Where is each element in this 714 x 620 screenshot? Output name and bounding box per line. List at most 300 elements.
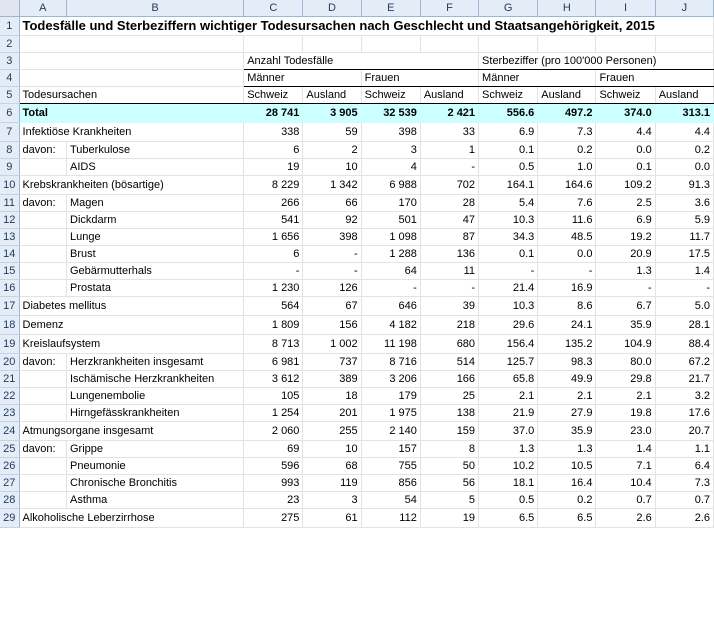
value-cell[interactable]: 17.6: [655, 405, 713, 422]
value-cell[interactable]: 4.4: [655, 123, 713, 142]
value-cell[interactable]: 1 975: [361, 405, 420, 422]
value-cell[interactable]: 8.6: [538, 297, 596, 316]
value-cell[interactable]: 737: [303, 354, 361, 371]
value-cell[interactable]: 856: [361, 475, 420, 492]
value-cell[interactable]: 21.9: [479, 405, 538, 422]
cell[interactable]: [655, 36, 713, 53]
value-cell[interactable]: 501: [361, 212, 420, 229]
value-cell[interactable]: 1: [420, 142, 478, 159]
sheet-title[interactable]: Todesfälle und Sterbeziffern wichtiger Todesursachen nach Geschlecht und Staatsangehörigkeit, 2015: [19, 17, 713, 36]
row-header[interactable]: 10: [0, 176, 19, 195]
value-cell[interactable]: 201: [303, 405, 361, 422]
value-cell[interactable]: 10: [303, 159, 361, 176]
column-header-c[interactable]: C: [244, 0, 303, 17]
cause-name-cell[interactable]: Pneumonie: [67, 458, 244, 475]
value-cell[interactable]: 2.1: [538, 388, 596, 405]
value-cell[interactable]: 6 981: [244, 354, 303, 371]
value-cell[interactable]: 1 230: [244, 280, 303, 297]
value-cell[interactable]: 19.8: [596, 405, 655, 422]
value-cell[interactable]: 19.2: [596, 229, 655, 246]
header-maenner[interactable]: Männer: [244, 70, 361, 87]
value-cell[interactable]: 35.9: [538, 422, 596, 441]
cause-name-cell[interactable]: Lunge: [67, 229, 244, 246]
cause-name-cell[interactable]: Atmungsorgane insgesamt: [19, 422, 244, 441]
cell[interactable]: [479, 36, 538, 53]
value-cell[interactable]: 1 809: [244, 316, 303, 335]
column-header-j[interactable]: J: [655, 0, 713, 17]
value-cell[interactable]: 3 206: [361, 371, 420, 388]
cause-name-cell[interactable]: Chronische Bronchitis: [67, 475, 244, 492]
row-header[interactable]: 15: [0, 263, 19, 280]
value-cell[interactable]: 10.3: [479, 212, 538, 229]
value-cell[interactable]: 126: [303, 280, 361, 297]
value-cell[interactable]: 3.6: [655, 195, 713, 212]
value-cell[interactable]: 0.2: [538, 492, 596, 509]
value-cell[interactable]: 8 716: [361, 354, 420, 371]
row-header[interactable]: 20: [0, 354, 19, 371]
value-cell[interactable]: 28 741: [244, 104, 303, 123]
value-cell[interactable]: 0.2: [538, 142, 596, 159]
cell[interactable]: [303, 36, 361, 53]
value-cell[interactable]: 6: [244, 142, 303, 159]
value-cell[interactable]: 2.1: [596, 388, 655, 405]
value-cell[interactable]: 2.1: [479, 388, 538, 405]
row-header[interactable]: 2: [0, 36, 19, 53]
value-cell[interactable]: 6.5: [538, 509, 596, 528]
row-header[interactable]: 23: [0, 405, 19, 422]
value-cell[interactable]: 389: [303, 371, 361, 388]
row-header[interactable]: 29: [0, 509, 19, 528]
value-cell[interactable]: 25: [420, 388, 478, 405]
value-cell[interactable]: 20.9: [596, 246, 655, 263]
row-header[interactable]: 4: [0, 70, 19, 87]
value-cell[interactable]: 646: [361, 297, 420, 316]
cell[interactable]: [19, 70, 244, 87]
value-cell[interactable]: -: [479, 263, 538, 280]
cause-name-cell[interactable]: Ischämische Herzkrankheiten: [67, 371, 244, 388]
header-schweiz[interactable]: Schweiz: [244, 87, 303, 104]
value-cell[interactable]: 1 002: [303, 335, 361, 354]
row-header[interactable]: 1: [0, 17, 19, 36]
row-header[interactable]: 17: [0, 297, 19, 316]
value-cell[interactable]: 1 656: [244, 229, 303, 246]
row-header[interactable]: 24: [0, 422, 19, 441]
cause-name-cell[interactable]: Total: [19, 104, 244, 123]
cell[interactable]: [361, 36, 420, 53]
value-cell[interactable]: 218: [420, 316, 478, 335]
value-cell[interactable]: 164.6: [538, 176, 596, 195]
cause-name-cell[interactable]: Kreislaufsystem: [19, 335, 244, 354]
cause-prefix-cell[interactable]: [19, 458, 66, 475]
value-cell[interactable]: 65.8: [479, 371, 538, 388]
value-cell[interactable]: 338: [244, 123, 303, 142]
cause-prefix-cell[interactable]: [19, 280, 66, 297]
cause-name-cell[interactable]: Magen: [67, 195, 244, 212]
value-cell[interactable]: 164.1: [479, 176, 538, 195]
value-cell[interactable]: 49.9: [538, 371, 596, 388]
value-cell[interactable]: 6.9: [479, 123, 538, 142]
value-cell[interactable]: 1.0: [538, 159, 596, 176]
row-header[interactable]: 14: [0, 246, 19, 263]
value-cell[interactable]: 596: [244, 458, 303, 475]
column-header-b[interactable]: B: [67, 0, 244, 17]
value-cell[interactable]: 514: [420, 354, 478, 371]
value-cell[interactable]: -: [596, 280, 655, 297]
column-header-d[interactable]: D: [303, 0, 361, 17]
value-cell[interactable]: 3 905: [303, 104, 361, 123]
value-cell[interactable]: 18: [303, 388, 361, 405]
value-cell[interactable]: 11: [420, 263, 478, 280]
value-cell[interactable]: 34.3: [479, 229, 538, 246]
row-header[interactable]: 9: [0, 159, 19, 176]
value-cell[interactable]: 28: [420, 195, 478, 212]
cause-name-cell[interactable]: Demenz: [19, 316, 244, 335]
header-schweiz[interactable]: Schweiz: [479, 87, 538, 104]
value-cell[interactable]: 8 229: [244, 176, 303, 195]
header-todesursachen[interactable]: Todesursachen: [19, 87, 244, 104]
value-cell[interactable]: 5.0: [655, 297, 713, 316]
cause-name-cell[interactable]: Infektiöse Krankheiten: [19, 123, 244, 142]
value-cell[interactable]: 2 060: [244, 422, 303, 441]
cell[interactable]: [244, 36, 303, 53]
value-cell[interactable]: 156: [303, 316, 361, 335]
cause-name-cell[interactable]: Krebskrankheiten (bösartige): [19, 176, 244, 195]
value-cell[interactable]: 2: [303, 142, 361, 159]
value-cell[interactable]: 29.8: [596, 371, 655, 388]
cause-name-cell[interactable]: Tuberkulose: [67, 142, 244, 159]
value-cell[interactable]: 6.5: [479, 509, 538, 528]
cause-prefix-cell[interactable]: [19, 263, 66, 280]
value-cell[interactable]: 19: [244, 159, 303, 176]
value-cell[interactable]: 67.2: [655, 354, 713, 371]
value-cell[interactable]: 67: [303, 297, 361, 316]
column-header-a[interactable]: A: [19, 0, 66, 17]
cause-prefix-cell[interactable]: [19, 229, 66, 246]
row-header[interactable]: 18: [0, 316, 19, 335]
value-cell[interactable]: 266: [244, 195, 303, 212]
value-cell[interactable]: 6.7: [596, 297, 655, 316]
value-cell[interactable]: 2.5: [596, 195, 655, 212]
cause-name-cell[interactable]: Prostata: [67, 280, 244, 297]
value-cell[interactable]: 125.7: [479, 354, 538, 371]
value-cell[interactable]: 275: [244, 509, 303, 528]
header-schweiz[interactable]: Schweiz: [361, 87, 420, 104]
value-cell[interactable]: 10.3: [479, 297, 538, 316]
value-cell[interactable]: 0.5: [479, 159, 538, 176]
value-cell[interactable]: 0.7: [655, 492, 713, 509]
cause-name-cell[interactable]: Diabetes mellitus: [19, 297, 244, 316]
value-cell[interactable]: 68: [303, 458, 361, 475]
value-cell[interactable]: 255: [303, 422, 361, 441]
value-cell[interactable]: 54: [361, 492, 420, 509]
value-cell[interactable]: 39: [420, 297, 478, 316]
value-cell[interactable]: 91.3: [655, 176, 713, 195]
value-cell[interactable]: 0.7: [596, 492, 655, 509]
value-cell[interactable]: 3: [361, 142, 420, 159]
cause-name-cell[interactable]: AIDS: [67, 159, 244, 176]
value-cell[interactable]: 29.6: [479, 316, 538, 335]
value-cell[interactable]: 37.0: [479, 422, 538, 441]
column-header-h[interactable]: H: [538, 0, 596, 17]
value-cell[interactable]: 104.9: [596, 335, 655, 354]
value-cell[interactable]: 5.4: [479, 195, 538, 212]
value-cell[interactable]: 35.9: [596, 316, 655, 335]
value-cell[interactable]: 556.6: [479, 104, 538, 123]
value-cell[interactable]: 1.3: [479, 441, 538, 458]
value-cell[interactable]: 27.9: [538, 405, 596, 422]
value-cell[interactable]: 112: [361, 509, 420, 528]
value-cell[interactable]: 32 539: [361, 104, 420, 123]
value-cell[interactable]: 18.1: [479, 475, 538, 492]
value-cell[interactable]: 135.2: [538, 335, 596, 354]
header-ausland[interactable]: Ausland: [538, 87, 596, 104]
value-cell[interactable]: 0.0: [655, 159, 713, 176]
cause-name-cell[interactable]: Brust: [67, 246, 244, 263]
value-cell[interactable]: 28.1: [655, 316, 713, 335]
value-cell[interactable]: 179: [361, 388, 420, 405]
value-cell[interactable]: 374.0: [596, 104, 655, 123]
value-cell[interactable]: 16.4: [538, 475, 596, 492]
value-cell[interactable]: 0.0: [596, 142, 655, 159]
cell[interactable]: [596, 36, 655, 53]
value-cell[interactable]: 92: [303, 212, 361, 229]
value-cell[interactable]: 21.4: [479, 280, 538, 297]
value-cell[interactable]: 64: [361, 263, 420, 280]
value-cell[interactable]: 398: [303, 229, 361, 246]
value-cell[interactable]: 1.1: [655, 441, 713, 458]
cause-prefix-cell[interactable]: [19, 212, 66, 229]
value-cell[interactable]: 50: [420, 458, 478, 475]
value-cell[interactable]: 80.0: [596, 354, 655, 371]
value-cell[interactable]: 313.1: [655, 104, 713, 123]
header-ausland[interactable]: Ausland: [655, 87, 713, 104]
value-cell[interactable]: 1.4: [655, 263, 713, 280]
value-cell[interactable]: 87: [420, 229, 478, 246]
value-cell[interactable]: 5.9: [655, 212, 713, 229]
cause-prefix-cell[interactable]: davon:: [19, 142, 66, 159]
value-cell[interactable]: 69: [244, 441, 303, 458]
cause-name-cell[interactable]: Grippe: [67, 441, 244, 458]
column-header-e[interactable]: E: [361, 0, 420, 17]
value-cell[interactable]: 59: [303, 123, 361, 142]
row-header[interactable]: 13: [0, 229, 19, 246]
row-header[interactable]: 7: [0, 123, 19, 142]
value-cell[interactable]: 109.2: [596, 176, 655, 195]
value-cell[interactable]: 105: [244, 388, 303, 405]
value-cell[interactable]: 119: [303, 475, 361, 492]
value-cell[interactable]: 7.3: [538, 123, 596, 142]
value-cell[interactable]: 1.3: [538, 441, 596, 458]
cause-name-cell[interactable]: Asthma: [67, 492, 244, 509]
value-cell[interactable]: 6: [244, 246, 303, 263]
value-cell[interactable]: 24.1: [538, 316, 596, 335]
value-cell[interactable]: 170: [361, 195, 420, 212]
value-cell[interactable]: -: [244, 263, 303, 280]
header-ausland[interactable]: Ausland: [420, 87, 478, 104]
cause-prefix-cell[interactable]: [19, 388, 66, 405]
value-cell[interactable]: 10: [303, 441, 361, 458]
row-header[interactable]: 26: [0, 458, 19, 475]
cell[interactable]: [420, 36, 478, 53]
cause-prefix-cell[interactable]: [19, 371, 66, 388]
value-cell[interactable]: 11.7: [655, 229, 713, 246]
value-cell[interactable]: -: [303, 246, 361, 263]
row-header[interactable]: 3: [0, 53, 19, 70]
value-cell[interactable]: 4: [361, 159, 420, 176]
value-cell[interactable]: 0.1: [479, 142, 538, 159]
value-cell[interactable]: 61: [303, 509, 361, 528]
cause-prefix-cell[interactable]: [19, 159, 66, 176]
value-cell[interactable]: 680: [420, 335, 478, 354]
value-cell[interactable]: 98.3: [538, 354, 596, 371]
cause-prefix-cell[interactable]: davon:: [19, 441, 66, 458]
row-header[interactable]: 28: [0, 492, 19, 509]
row-header[interactable]: 11: [0, 195, 19, 212]
value-cell[interactable]: 0.2: [655, 142, 713, 159]
value-cell[interactable]: 0.5: [479, 492, 538, 509]
cause-prefix-cell[interactable]: [19, 492, 66, 509]
cause-prefix-cell[interactable]: davon:: [19, 354, 66, 371]
row-header[interactable]: 16: [0, 280, 19, 297]
row-header[interactable]: 5: [0, 87, 19, 104]
cause-prefix-cell[interactable]: davon:: [19, 195, 66, 212]
cell[interactable]: [19, 36, 244, 53]
row-header[interactable]: 27: [0, 475, 19, 492]
value-cell[interactable]: 23: [244, 492, 303, 509]
value-cell[interactable]: 993: [244, 475, 303, 492]
column-header-i[interactable]: I: [596, 0, 655, 17]
cause-name-cell[interactable]: Hirngefässkrankheiten: [67, 405, 244, 422]
value-cell[interactable]: 66: [303, 195, 361, 212]
cause-prefix-cell[interactable]: [19, 405, 66, 422]
value-cell[interactable]: -: [361, 280, 420, 297]
value-cell[interactable]: 17.5: [655, 246, 713, 263]
value-cell[interactable]: 1 254: [244, 405, 303, 422]
value-cell[interactable]: 564: [244, 297, 303, 316]
value-cell[interactable]: 1 342: [303, 176, 361, 195]
value-cell[interactable]: 88.4: [655, 335, 713, 354]
value-cell[interactable]: 10.5: [538, 458, 596, 475]
value-cell[interactable]: 33: [420, 123, 478, 142]
select-all-corner[interactable]: [0, 0, 19, 17]
row-header[interactable]: 19: [0, 335, 19, 354]
value-cell[interactable]: 23.0: [596, 422, 655, 441]
value-cell[interactable]: 6.9: [596, 212, 655, 229]
value-cell[interactable]: 1.4: [596, 441, 655, 458]
value-cell[interactable]: 10.2: [479, 458, 538, 475]
value-cell[interactable]: -: [420, 280, 478, 297]
value-cell[interactable]: 3: [303, 492, 361, 509]
header-anzahl-todesfaelle[interactable]: Anzahl Todesfälle: [244, 53, 479, 70]
header-sterbeziffer[interactable]: Sterbeziffer (pro 100'000 Personen): [479, 53, 714, 70]
value-cell[interactable]: 6.4: [655, 458, 713, 475]
cause-name-cell[interactable]: Lungenembolie: [67, 388, 244, 405]
value-cell[interactable]: 0.1: [479, 246, 538, 263]
row-header[interactable]: 22: [0, 388, 19, 405]
value-cell[interactable]: 136: [420, 246, 478, 263]
column-header-f[interactable]: F: [420, 0, 478, 17]
value-cell[interactable]: 11 198: [361, 335, 420, 354]
value-cell[interactable]: 497.2: [538, 104, 596, 123]
value-cell[interactable]: 47: [420, 212, 478, 229]
value-cell[interactable]: -: [420, 159, 478, 176]
value-cell[interactable]: 11.6: [538, 212, 596, 229]
value-cell[interactable]: 0.0: [538, 246, 596, 263]
value-cell[interactable]: 20.7: [655, 422, 713, 441]
value-cell[interactable]: 2.6: [655, 509, 713, 528]
value-cell[interactable]: 1 288: [361, 246, 420, 263]
value-cell[interactable]: 16.9: [538, 280, 596, 297]
column-header-g[interactable]: G: [479, 0, 538, 17]
value-cell[interactable]: 21.7: [655, 371, 713, 388]
value-cell[interactable]: 4 182: [361, 316, 420, 335]
value-cell[interactable]: 702: [420, 176, 478, 195]
value-cell[interactable]: 2 140: [361, 422, 420, 441]
value-cell[interactable]: 156.4: [479, 335, 538, 354]
cell[interactable]: [538, 36, 596, 53]
row-header[interactable]: 8: [0, 142, 19, 159]
value-cell[interactable]: 2.6: [596, 509, 655, 528]
value-cell[interactable]: 10.4: [596, 475, 655, 492]
value-cell[interactable]: 157: [361, 441, 420, 458]
value-cell[interactable]: 4.4: [596, 123, 655, 142]
table-row: [0, 335, 714, 354]
value-cell[interactable]: 5: [420, 492, 478, 509]
value-cell[interactable]: 7.1: [596, 458, 655, 475]
value-cell[interactable]: 56: [420, 475, 478, 492]
value-cell[interactable]: 159: [420, 422, 478, 441]
row-header[interactable]: 6: [0, 104, 19, 123]
value-cell[interactable]: 166: [420, 371, 478, 388]
value-cell[interactable]: 398: [361, 123, 420, 142]
value-cell[interactable]: 19: [420, 509, 478, 528]
cause-name-cell[interactable]: Herzkrankheiten insgesamt: [67, 354, 244, 371]
value-cell[interactable]: 48.5: [538, 229, 596, 246]
value-cell[interactable]: 1.3: [596, 263, 655, 280]
row-header[interactable]: 12: [0, 212, 19, 229]
value-cell[interactable]: 138: [420, 405, 478, 422]
header-ausland[interactable]: Ausland: [303, 87, 361, 104]
value-cell[interactable]: 541: [244, 212, 303, 229]
cause-name-cell[interactable]: Gebärmutterhals: [67, 263, 244, 280]
value-cell[interactable]: 755: [361, 458, 420, 475]
value-cell[interactable]: 6 988: [361, 176, 420, 195]
value-cell[interactable]: 3.2: [655, 388, 713, 405]
cause-name-cell[interactable]: Dickdarm: [67, 212, 244, 229]
value-cell[interactable]: -: [303, 263, 361, 280]
row-header[interactable]: 25: [0, 441, 19, 458]
cell[interactable]: [19, 53, 244, 70]
value-cell[interactable]: 3 612: [244, 371, 303, 388]
header-frauen[interactable]: Frauen: [596, 70, 714, 87]
cause-prefix-cell[interactable]: [19, 246, 66, 263]
value-cell[interactable]: 8 713: [244, 335, 303, 354]
value-cell[interactable]: 0.1: [596, 159, 655, 176]
cause-prefix-cell[interactable]: [19, 475, 66, 492]
value-cell[interactable]: 8: [420, 441, 478, 458]
value-cell[interactable]: 2 421: [420, 104, 478, 123]
value-cell[interactable]: 7.6: [538, 195, 596, 212]
value-cell[interactable]: 7.3: [655, 475, 713, 492]
value-cell[interactable]: -: [538, 263, 596, 280]
value-cell[interactable]: 1 098: [361, 229, 420, 246]
row-header[interactable]: 21: [0, 371, 19, 388]
header-frauen[interactable]: Frauen: [361, 70, 478, 87]
header-maenner[interactable]: Männer: [479, 70, 596, 87]
value-cell[interactable]: -: [655, 280, 713, 297]
cause-name-cell[interactable]: Alkoholische Leberzirrhose: [19, 509, 244, 528]
header-schweiz[interactable]: Schweiz: [596, 87, 655, 104]
